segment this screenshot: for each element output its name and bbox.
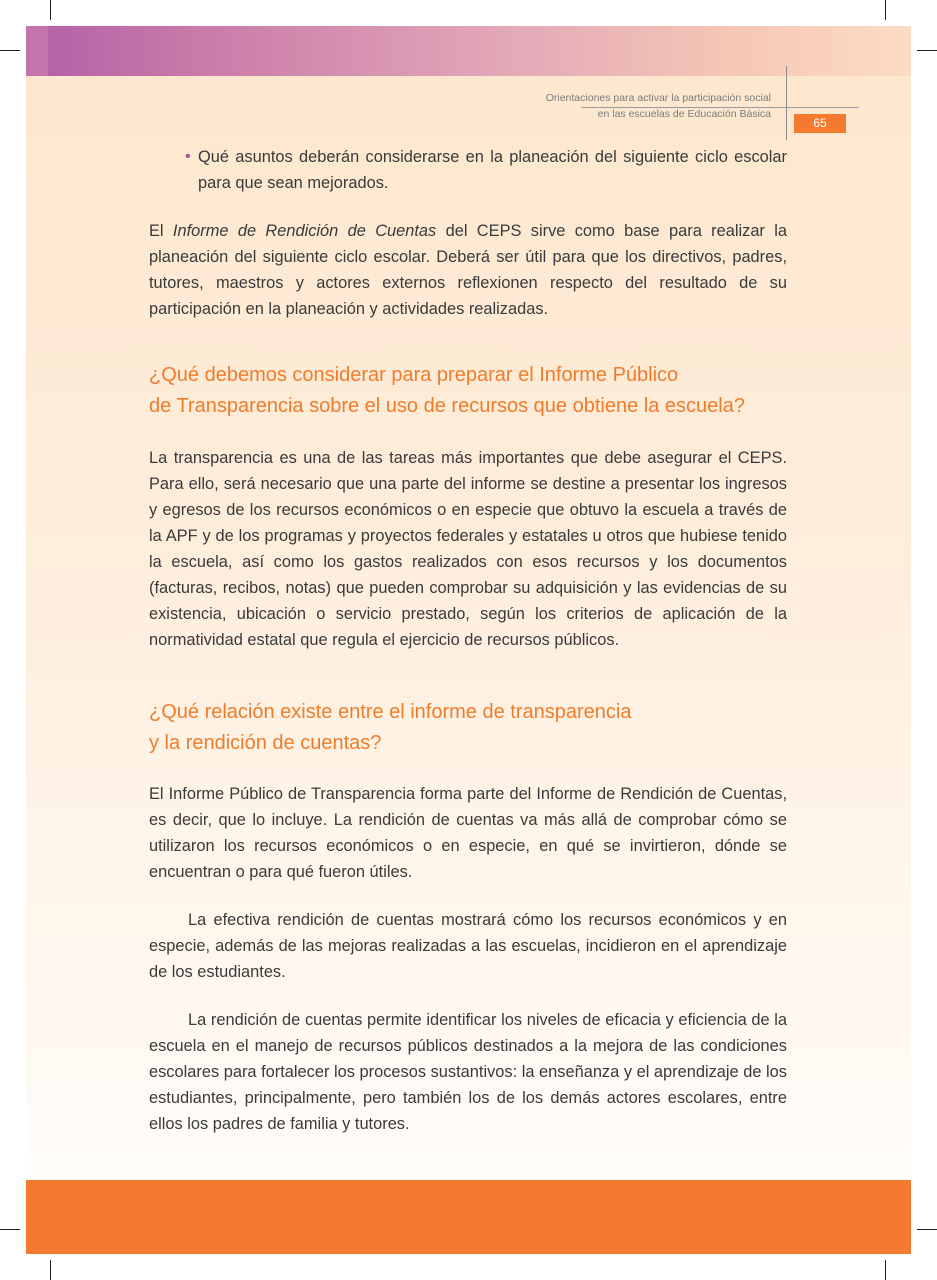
crop-mark — [50, 0, 51, 20]
footer-color-band — [26, 1180, 911, 1254]
section-heading-relacion — [149, 697, 787, 759]
running-head — [466, 90, 771, 122]
crop-mark — [0, 1229, 20, 1230]
paragraph-efectiva-rendicion: La efectiva rendición de cuentas mostrará cómo los recursos económicos y en especie, además de las mejoras realizadas a las escuelas, incidieron en el aprendizaje de los estudiantes. — [149, 911, 787, 981]
paragraph-informe-rest: del CEPS sirve como base para realizar la planeación del siguiente ciclo escolar. Deberá ser útil para que los directivos, padres, tutores, maestros y actores externos reflexionen respecto del resultado de su participación en la planeación y actividades realizadas. — [149, 222, 787, 318]
running-head-line2: en las escuelas de Educación Básica — [597, 108, 771, 120]
paragraph-informe — [149, 218, 787, 322]
crop-mark — [0, 50, 20, 51]
heading-line: ¿Qué debemos considerar para preparar el Informe Público — [149, 364, 679, 386]
crop-mark — [885, 0, 886, 20]
paragraph-eficacia: La rendición de cuentas permite identificar los niveles de eficacia y eficiencia de la escuela en el manejo de recursos públicos destinados a la mejora de las condiciones escolares para fortalecer los procesos sustantivos: la enseñanza y el aprendizaje de los estudiantes, principalmente, pero también los de los demás actores escolares, entre ellos los padres de familia y tutores. — [149, 1011, 787, 1133]
header-color-band — [26, 26, 911, 76]
section-heading-transparencia — [149, 360, 787, 422]
running-head-line1: Orientaciones para activar la participación social — [545, 92, 771, 104]
heading-line: y la rendición de cuentas? — [149, 732, 382, 754]
crop-mark — [885, 1260, 886, 1280]
document-page — [26, 26, 911, 1254]
header-band-edge — [26, 26, 48, 76]
paragraph-transparencia: La transparencia es una de las tareas más importantes que debe asegurar el CEPS. Para ello, será necesario que una parte del informe se destine a presentar los ingresos y egresos de los recursos económicos o en especie que obtuvo la escuela a través de la APF y de los programas y proyectos federales y estatales u otros que hubiese tenido la escuela, así como los gastos realizados con esos recursos y los documentos (facturas, recibos, notas) que pueden comprobar su adquisición y las evidencias de su existencia, ubicación o servicio prestado, según los criterios de aplicación de la normatividad estatal que regula el ejercicio de recursos públicos. — [149, 449, 787, 649]
header-vertical-rule — [786, 66, 787, 140]
crop-mark — [917, 50, 937, 51]
crop-mark — [50, 1260, 51, 1280]
paragraph-relacion: El Informe Público de Transparencia forma parte del Informe de Rendición de Cuentas, es decir, que lo incluye. La rendición de cuentas va más allá de comprobar cómo se utilizaron los recursos económicos o en especie, en qué se invirtieron, dónde se encuentran o para qué fueron útiles. — [149, 785, 787, 881]
page-number-badge: 65 — [794, 114, 846, 133]
crop-mark — [917, 1229, 937, 1230]
heading-line: de Transparencia sobre el uso de recursos que obtiene la escuela? — [149, 395, 745, 417]
heading-line: ¿Qué relación existe entre el informe de transparencia — [149, 701, 632, 723]
bullet-item — [149, 144, 787, 196]
page-content — [149, 144, 787, 1137]
paragraph-informe-prefix: El — [149, 222, 173, 240]
bullet-icon: • — [185, 148, 191, 165]
paragraph-informe-italic: Informe de Rendición de Cuentas — [172, 222, 437, 240]
bullet-text: Qué asuntos deberán considerarse en la planeación del siguiente ciclo escolar para que sean mejorados. — [198, 148, 787, 192]
